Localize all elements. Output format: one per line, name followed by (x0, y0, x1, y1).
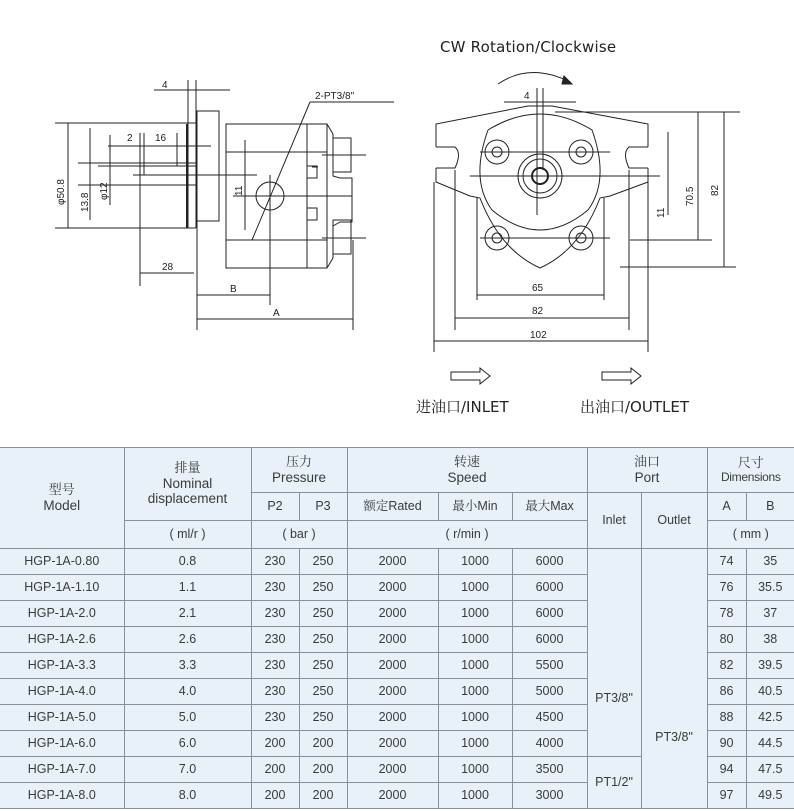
cell-rated: 2000 (347, 783, 438, 809)
cell-b: 47.5 (746, 757, 794, 783)
cell-rated: 2000 (347, 549, 438, 575)
cell-displacement: 2.1 (124, 601, 251, 627)
cell-p3: 200 (299, 783, 347, 809)
header-outlet: Outlet (641, 493, 707, 549)
svg-text:11: 11 (234, 185, 245, 196)
header-speed: 转速 Speed (347, 448, 587, 493)
header-model: 型号 Model (0, 448, 124, 549)
cell-a: 76 (707, 575, 746, 601)
cell-displacement: 2.6 (124, 627, 251, 653)
cell-displacement: 8.0 (124, 783, 251, 809)
cell-displacement: 5.0 (124, 705, 251, 731)
cell-min: 1000 (438, 627, 512, 653)
cell-b: 37 (746, 601, 794, 627)
cell-p2: 200 (251, 757, 299, 783)
header-pressure: 压力 Pressure (251, 448, 347, 493)
cell-p2: 200 (251, 783, 299, 809)
svg-text:4: 4 (524, 91, 530, 102)
header-dimensions: 尺寸 Dimensions (707, 448, 794, 493)
cell-rated: 2000 (347, 627, 438, 653)
cell-p2: 230 (251, 549, 299, 575)
spec-table (0, 447, 794, 809)
cell-a: 78 (707, 601, 746, 627)
cell-inlet-pt12: PT1/2" (587, 757, 641, 809)
cell-max: 3500 (512, 757, 587, 783)
cell-max: 6000 (512, 549, 587, 575)
header-port: 油口 Port (587, 448, 707, 493)
cell-max: 5000 (512, 679, 587, 705)
svg-text:A: A (273, 308, 280, 319)
cell-model: HGP-1A-4.0 (0, 679, 124, 705)
cell-model: HGP-1A-3.3 (0, 653, 124, 679)
cell-min: 1000 (438, 679, 512, 705)
svg-text:82: 82 (710, 184, 721, 196)
inlet-label: 进油口/INLET (416, 398, 509, 416)
cell-displacement: 6.0 (124, 731, 251, 757)
cell-p2: 230 (251, 705, 299, 731)
cell-displacement: 4.0 (124, 679, 251, 705)
header-displacement: 排量 Nominal displacement (124, 448, 251, 521)
cell-a: 80 (707, 627, 746, 653)
cell-min: 1000 (438, 653, 512, 679)
cell-a: 88 (707, 705, 746, 731)
svg-text:28: 28 (162, 262, 174, 273)
svg-text:φ12: φ12 (99, 182, 110, 200)
cell-displacement: 0.8 (124, 549, 251, 575)
header-max: 最大Max (512, 493, 587, 521)
cell-p2: 230 (251, 575, 299, 601)
cell-b: 42.5 (746, 705, 794, 731)
cell-max: 6000 (512, 627, 587, 653)
cell-model: HGP-1A-7.0 (0, 757, 124, 783)
svg-text:φ50.8: φ50.8 (56, 179, 67, 205)
cell-p2: 230 (251, 627, 299, 653)
cell-p3: 250 (299, 653, 347, 679)
cell-max: 6000 (512, 575, 587, 601)
cell-min: 1000 (438, 731, 512, 757)
unit-speed: ( r/min ) (347, 521, 587, 549)
cell-model: HGP-1A-5.0 (0, 705, 124, 731)
cell-p3: 200 (299, 731, 347, 757)
svg-text:65: 65 (532, 283, 544, 294)
svg-text:4: 4 (162, 80, 168, 91)
header-rated: 额定Rated (347, 493, 438, 521)
svg-text:70.5: 70.5 (685, 186, 696, 206)
cell-model: HGP-1A-2.0 (0, 601, 124, 627)
header-p2: P2 (251, 493, 299, 521)
cell-model: HGP-1A-8.0 (0, 783, 124, 809)
header-b: B (746, 493, 794, 521)
cell-p2: 230 (251, 601, 299, 627)
cell-displacement: 1.1 (124, 575, 251, 601)
header-inlet: Inlet (587, 493, 641, 549)
cell-b: 44.5 (746, 731, 794, 757)
cell-model: HGP-1A-1.10 (0, 575, 124, 601)
cell-max: 5500 (512, 653, 587, 679)
cell-p2: 230 (251, 679, 299, 705)
svg-text:82: 82 (532, 306, 544, 317)
cell-rated: 2000 (347, 679, 438, 705)
cell-b: 38 (746, 627, 794, 653)
cell-min: 1000 (438, 783, 512, 809)
cell-p3: 250 (299, 549, 347, 575)
cell-rated: 2000 (347, 705, 438, 731)
cell-min: 1000 (438, 549, 512, 575)
cell-model: HGP-1A-2.6 (0, 627, 124, 653)
cell-b: 40.5 (746, 679, 794, 705)
cell-b: 35.5 (746, 575, 794, 601)
cell-p2: 200 (251, 731, 299, 757)
cell-p3: 250 (299, 705, 347, 731)
cell-p3: 250 (299, 575, 347, 601)
cell-model: HGP-1A-0.80 (0, 549, 124, 575)
cell-rated: 2000 (347, 601, 438, 627)
unit-dimensions: ( mm ) (707, 521, 794, 549)
cell-b: 39.5 (746, 653, 794, 679)
svg-text:11: 11 (656, 207, 667, 218)
header-min: 最小Min (438, 493, 512, 521)
svg-text:102: 102 (530, 330, 547, 341)
cell-min: 1000 (438, 575, 512, 601)
cell-p3: 250 (299, 679, 347, 705)
cell-rated: 2000 (347, 575, 438, 601)
cell-displacement: 7.0 (124, 757, 251, 783)
svg-text:B: B (230, 284, 237, 295)
cell-min: 1000 (438, 705, 512, 731)
cell-max: 4000 (512, 731, 587, 757)
unit-displacement: ( ml/r ) (124, 521, 251, 549)
cell-min: 1000 (438, 757, 512, 783)
cell-a: 82 (707, 653, 746, 679)
cell-a: 90 (707, 731, 746, 757)
header-row-1 (0, 448, 794, 493)
cell-p3: 200 (299, 757, 347, 783)
rotation-title: CW Rotation/Clockwise (440, 38, 617, 56)
cell-max: 4500 (512, 705, 587, 731)
cell-min: 1000 (438, 601, 512, 627)
cell-outlet-pt38: PT3/8" (641, 549, 707, 809)
cell-a: 86 (707, 679, 746, 705)
cell-a: 94 (707, 757, 746, 783)
cell-p3: 250 (299, 601, 347, 627)
cell-max: 3000 (512, 783, 587, 809)
cell-p3: 250 (299, 627, 347, 653)
unit-pressure: ( bar ) (251, 521, 347, 549)
header-a: A (707, 493, 746, 521)
cell-a: 97 (707, 783, 746, 809)
cell-b: 35 (746, 549, 794, 575)
cell-max: 6000 (512, 601, 587, 627)
cell-displacement: 3.3 (124, 653, 251, 679)
cell-b: 49.5 (746, 783, 794, 809)
svg-text:2: 2 (127, 133, 133, 144)
svg-text:16: 16 (155, 133, 167, 144)
cell-p2: 230 (251, 653, 299, 679)
cell-model: HGP-1A-6.0 (0, 731, 124, 757)
cell-inlet-pt38: PT3/8" (587, 549, 641, 757)
outlet-label: 出油口/OUTLET (580, 398, 689, 416)
svg-text:2-PT3/8": 2-PT3/8" (315, 91, 355, 102)
cell-rated: 2000 (347, 757, 438, 783)
cell-rated: 2000 (347, 653, 438, 679)
cell-a: 74 (707, 549, 746, 575)
svg-text:13.8: 13.8 (80, 192, 91, 212)
table-row (0, 549, 794, 575)
cell-rated: 2000 (347, 731, 438, 757)
header-p3: P3 (299, 493, 347, 521)
